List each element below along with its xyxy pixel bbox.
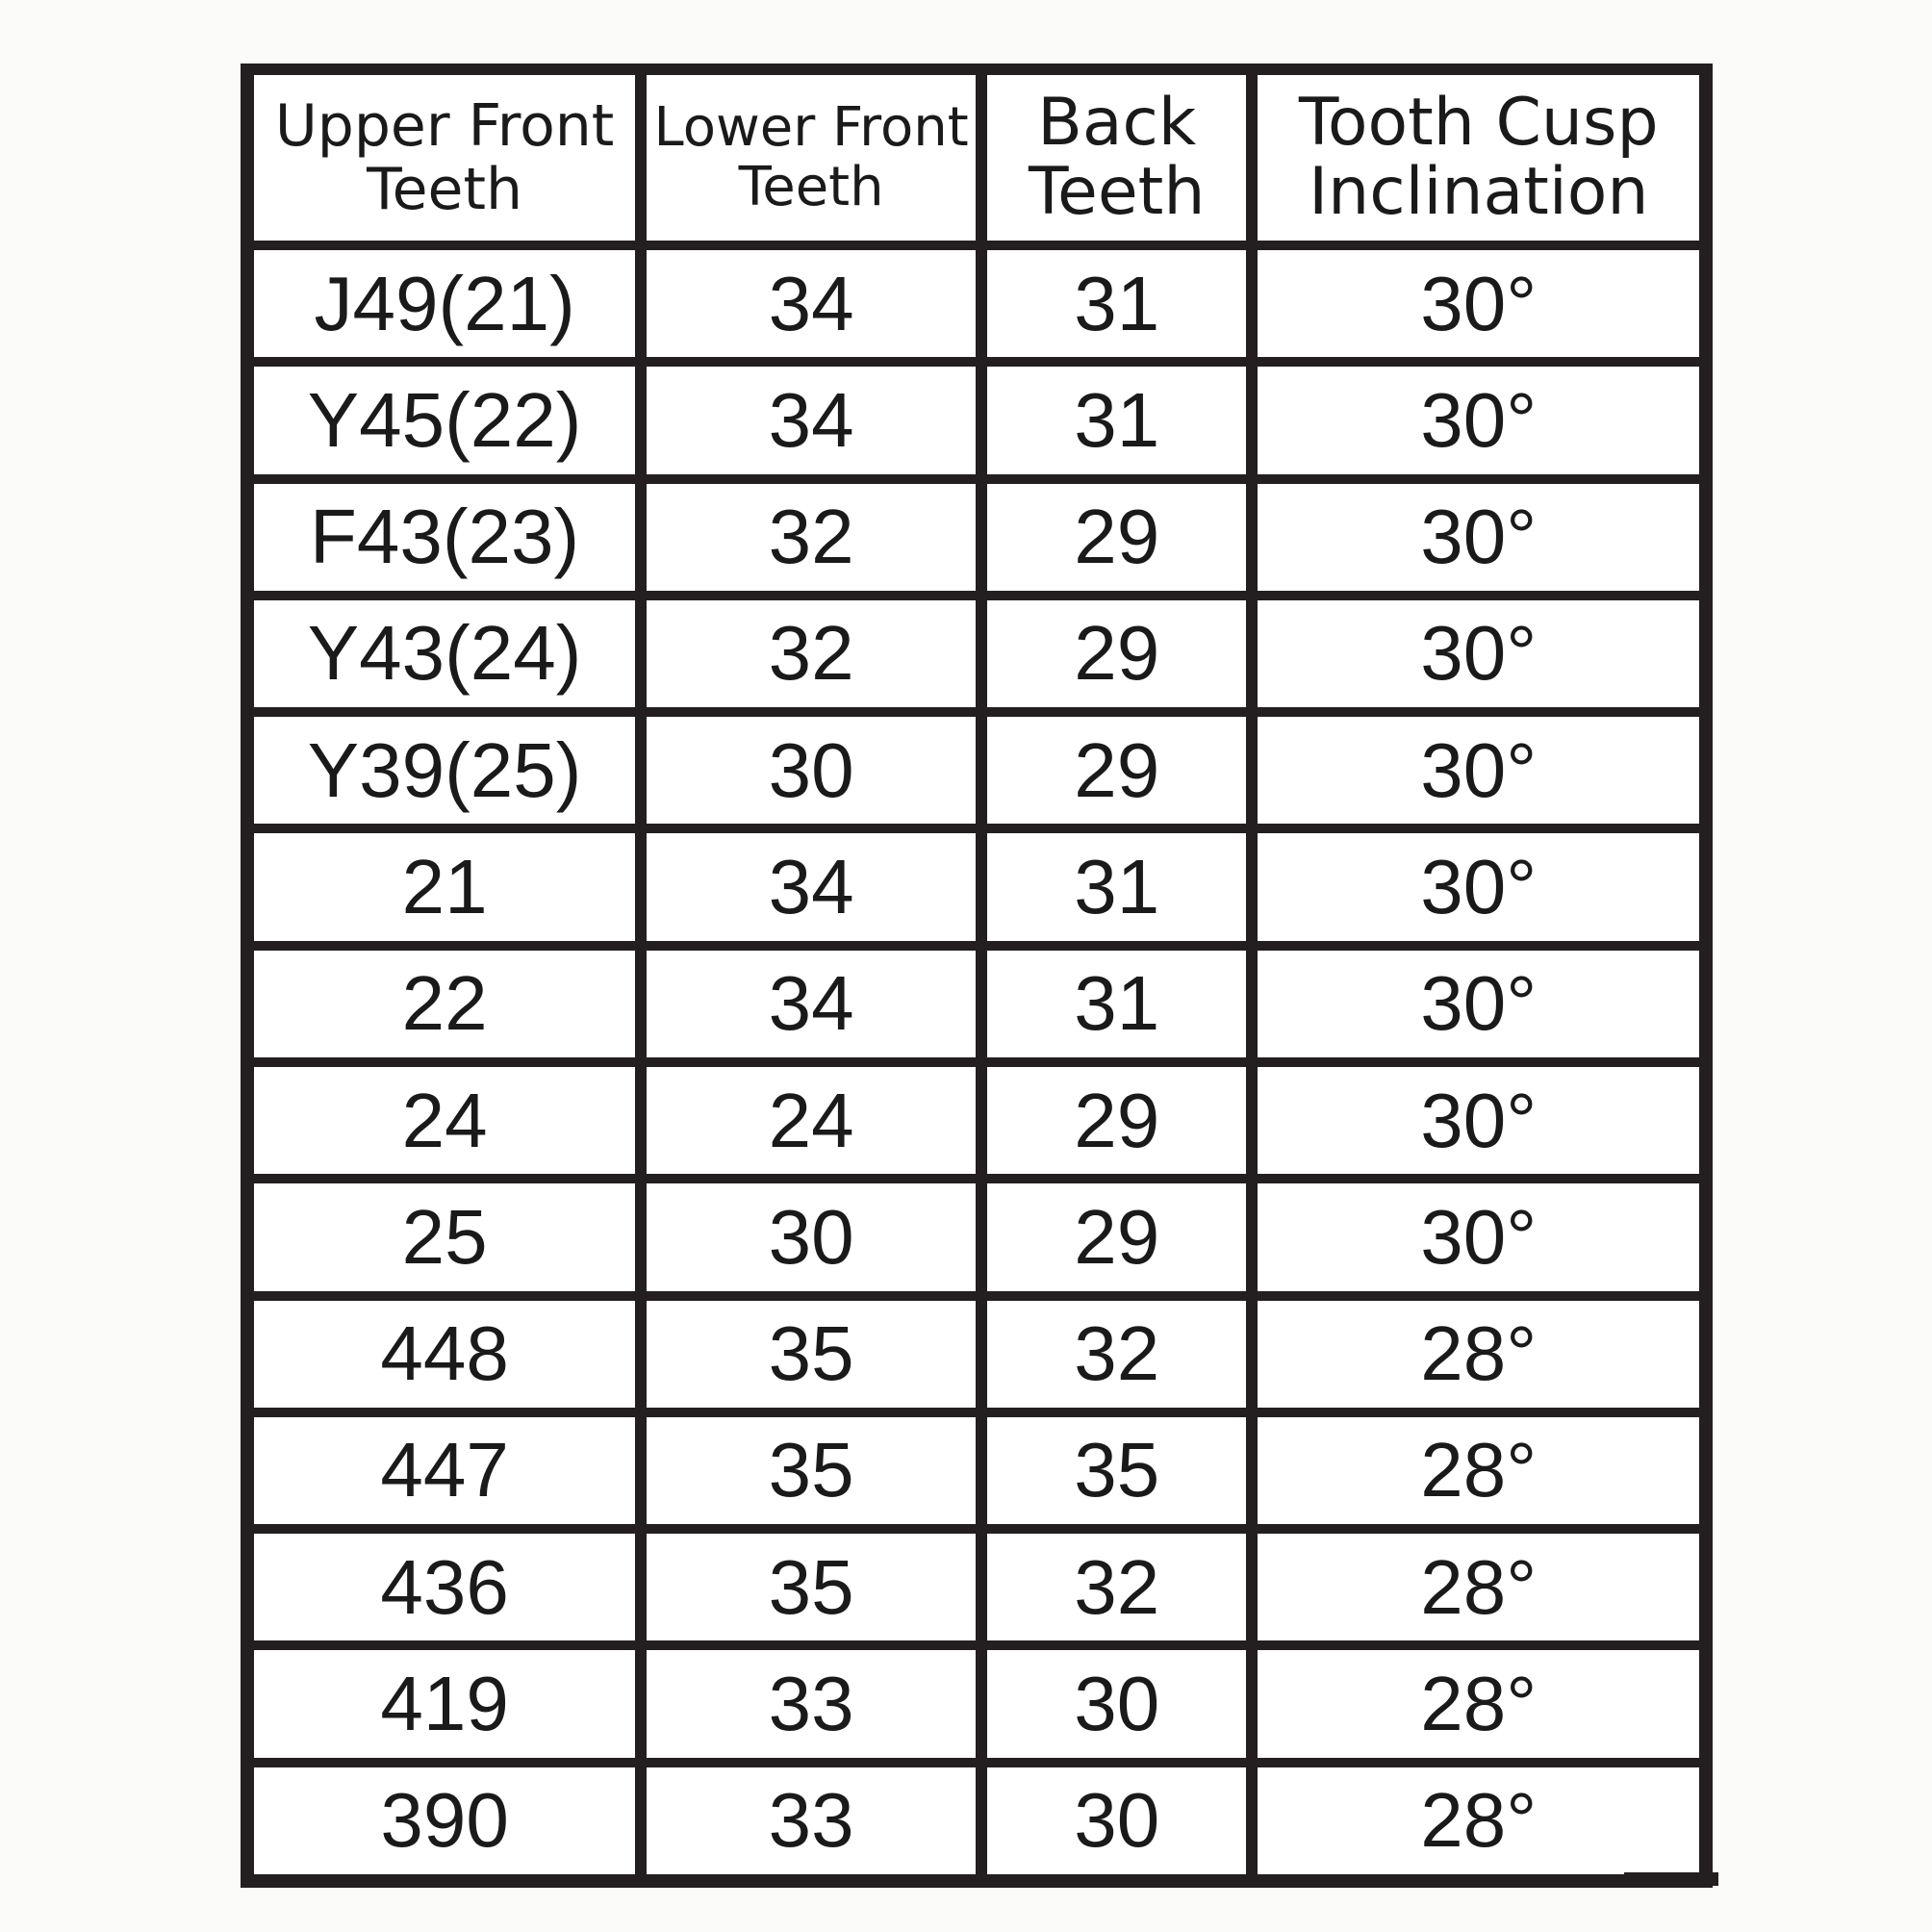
table-row [254,833,1699,940]
header-upper-front-teeth [254,75,635,241]
cell-tooth-cusp-inclination: 30° [1258,833,1699,940]
table-row [254,1650,1699,1757]
cell-tooth-cusp-inclination: 28° [1258,1534,1699,1640]
cell-tooth-cusp-inclination: 28° [1258,1417,1699,1524]
cell-tooth-cusp-inclination: 30° [1258,367,1699,473]
header-tooth-cusp-inclination-line2: Inclination [1309,154,1649,230]
cell-tooth-cusp-inclination: 28° [1258,1650,1699,1757]
cell-back-teeth: 29 [987,600,1246,707]
cell-back-teeth: 32 [987,1301,1246,1408]
cell-upper-front-teeth: Y45(22) [254,367,635,473]
cell-lower-front-teeth: 32 [647,484,976,591]
header-lower-front-teeth [647,75,976,241]
cell-back-teeth: 30 [987,1767,1246,1874]
cell-lower-front-teeth: 35 [647,1301,976,1408]
cell-tooth-cusp-inclination: 30° [1258,717,1699,824]
table-row [254,1767,1699,1874]
cell-lower-front-teeth: 33 [647,1767,976,1874]
cell-tooth-cusp-inclination: 30° [1258,484,1699,591]
table-row [254,367,1699,473]
cell-lower-front-teeth: 34 [647,951,976,1057]
cell-lower-front-teeth: 30 [647,717,976,824]
cell-upper-front-teeth: Y43(24) [254,600,635,707]
corner-mark [1624,1872,1718,1886]
cell-back-teeth: 32 [987,1534,1246,1640]
cell-lower-front-teeth: 35 [647,1417,976,1524]
cell-back-teeth: 29 [987,1183,1246,1290]
cell-lower-front-teeth: 34 [647,833,976,940]
cell-tooth-cusp-inclination: 28° [1258,1767,1699,1874]
cell-upper-front-teeth: 419 [254,1650,635,1757]
table-row [254,1301,1699,1408]
header-tooth-cusp-inclination-line1: Tooth Cusp [1298,85,1659,161]
cell-back-teeth: 31 [987,951,1246,1057]
tooth-size-table [241,64,1713,1888]
cell-upper-front-teeth: 22 [254,951,635,1057]
table-body [254,250,1699,1874]
cell-lower-front-teeth: 35 [647,1534,976,1640]
table-row [254,1417,1699,1524]
cell-upper-front-teeth: 390 [254,1767,635,1874]
cell-tooth-cusp-inclination: 30° [1258,1067,1699,1174]
header-row [254,75,1699,241]
cell-back-teeth: 35 [987,1417,1246,1524]
cell-back-teeth: 29 [987,717,1246,824]
header-upper-front-teeth-line2: Teeth [367,156,522,223]
cell-lower-front-teeth: 33 [647,1650,976,1757]
table-grid [242,65,1711,1884]
header-back-teeth [987,75,1246,241]
table-row [254,1067,1699,1174]
cell-tooth-cusp-inclination: 30° [1258,600,1699,707]
cell-lower-front-teeth: 30 [647,1183,976,1290]
cell-upper-front-teeth: 21 [254,833,635,940]
cell-back-teeth: 31 [987,833,1246,940]
table-row [254,600,1699,707]
cell-upper-front-teeth: J49(21) [254,250,635,357]
cell-upper-front-teeth: 25 [254,1183,635,1290]
header-back-teeth-line2: Teeth [1029,154,1206,230]
table-row [254,1534,1699,1640]
cell-back-teeth: 31 [987,367,1246,473]
cell-upper-front-teeth: 436 [254,1534,635,1640]
table-row [254,1183,1699,1290]
table-row [254,250,1699,357]
cell-back-teeth: 29 [987,1067,1246,1174]
table-row [254,484,1699,591]
header-lower-front-teeth-line1: Lower Front [653,96,969,159]
cell-upper-front-teeth: Y39(25) [254,717,635,824]
cell-upper-front-teeth: 448 [254,1301,635,1408]
cell-back-teeth: 29 [987,484,1246,591]
cell-back-teeth: 30 [987,1650,1246,1757]
cell-back-teeth: 31 [987,250,1246,357]
cell-lower-front-teeth: 34 [647,250,976,357]
cell-tooth-cusp-inclination: 28° [1258,1301,1699,1408]
cell-lower-front-teeth: 24 [647,1067,976,1174]
table-row [254,951,1699,1057]
table-row [254,717,1699,824]
cell-tooth-cusp-inclination: 30° [1258,250,1699,357]
cell-upper-front-teeth: 447 [254,1417,635,1524]
cell-tooth-cusp-inclination: 30° [1258,951,1699,1057]
cell-upper-front-teeth: F43(23) [254,484,635,591]
header-back-teeth-line1: Back [1037,85,1197,161]
header-lower-front-teeth-line2: Teeth [738,156,884,218]
cell-lower-front-teeth: 32 [647,600,976,707]
cell-upper-front-teeth: 24 [254,1067,635,1174]
cell-tooth-cusp-inclination: 30° [1258,1183,1699,1290]
header-tooth-cusp-inclination [1258,75,1699,241]
cell-lower-front-teeth: 34 [647,367,976,473]
header-upper-front-teeth-line1: Upper Front [274,92,615,160]
